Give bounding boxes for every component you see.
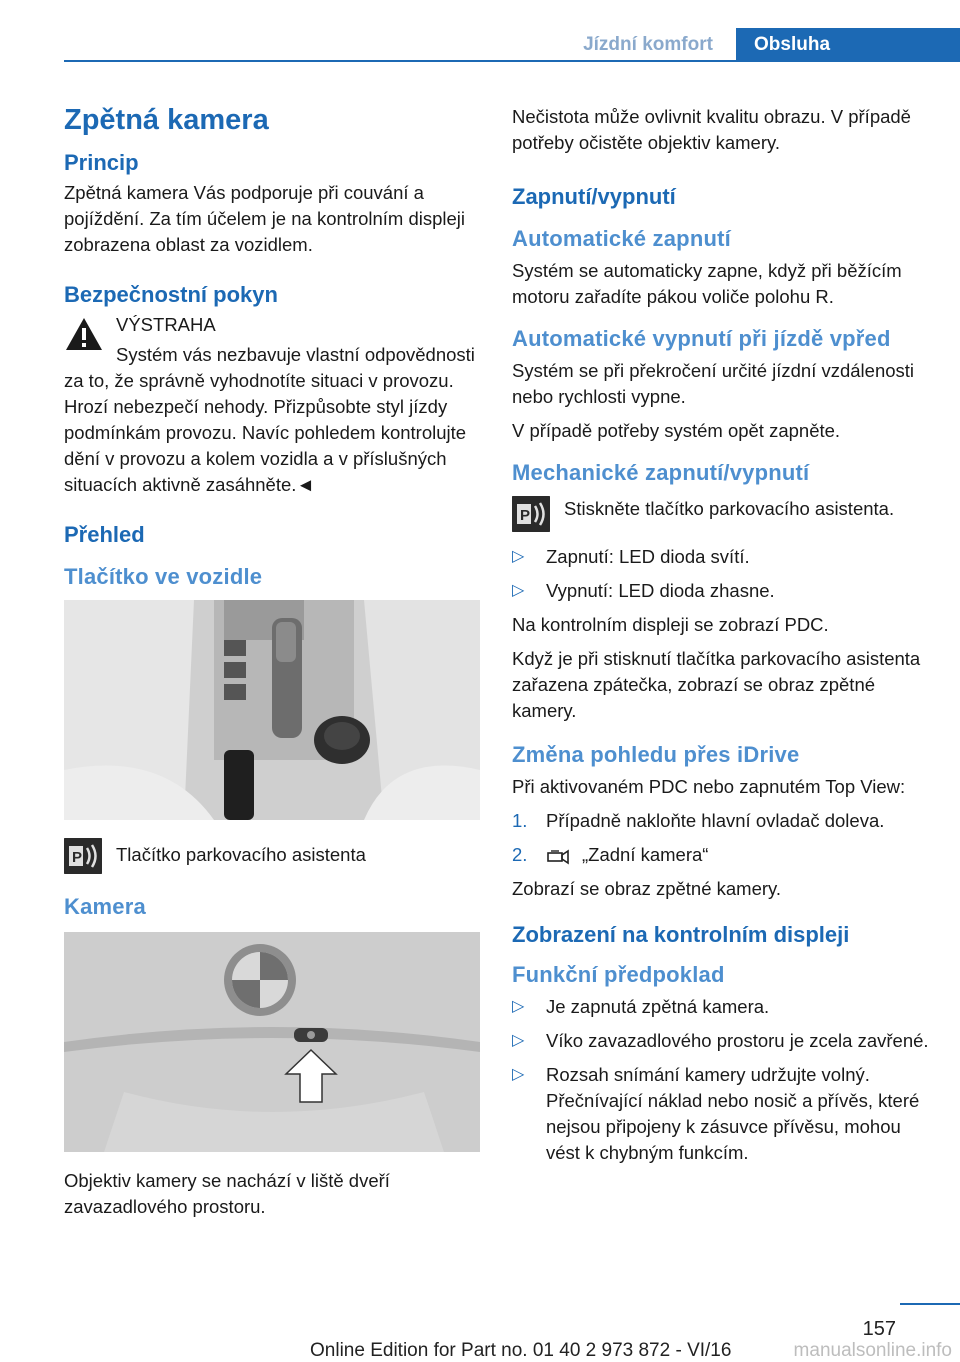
list-item: ▷ Vypnutí: LED dioda zhasne. <box>512 578 932 604</box>
edition-text: Online Edition for Part no. 01 40 2 973 872 - VI/16 <box>310 1340 732 1361</box>
auto-on-heading: Automatické zapnutí <box>512 226 731 251</box>
manual-heading: Mechanické zapnutí/vypnutí <box>512 460 810 485</box>
manual-text: Stiskněte tlačítko parkovacího asistenta. <box>564 498 895 519</box>
header-section-tab: Jízdní komfort <box>583 34 713 55</box>
reverse-text: Když je při stisknutí tlačítka parkovacího asistenta zařazena zpátečka, zobrazí se obraz zpětné kamery. <box>512 648 921 721</box>
svg-text:P: P <box>72 849 83 866</box>
button-heading: Tlačítko ve vozidle <box>64 564 263 589</box>
vehicle-console-image <box>64 600 480 820</box>
camera-heading: Kamera <box>64 894 146 919</box>
triangle-bullet-icon: ▷ <box>512 548 525 565</box>
precondition-list <box>512 994 932 1166</box>
list-item: ▷ Zapnutí: LED dioda svítí. <box>512 544 932 570</box>
warning-triangle-icon <box>64 316 104 352</box>
safety-heading: Bezpečnostní pokyn <box>64 282 278 307</box>
watermark: manualsonline.info <box>793 1340 952 1361</box>
display-heading: Zobrazení na kontrolním displeji <box>512 922 850 947</box>
header-chapter-tab: Obsluha <box>736 28 960 61</box>
triangle-bullet-icon: ▷ <box>512 1032 525 1049</box>
triangle-bullet-icon: ▷ <box>512 582 525 599</box>
trunk-illustration <box>64 932 480 1152</box>
overview-heading: Přehled <box>64 522 145 547</box>
right-column <box>512 96 932 1174</box>
footer-rule <box>900 1303 960 1305</box>
idrive-steps <box>512 808 932 868</box>
warning-label: VÝSTRAHA <box>116 314 216 335</box>
svg-text:P: P <box>520 507 531 524</box>
camera-location-image <box>64 932 480 1152</box>
camera-text: Objektiv kamery se nachází v liště dveří zavazadlového prostoru. <box>64 1170 390 1217</box>
result-text: Zobrazí se obraz zpětné kamery. <box>512 878 782 899</box>
park-assist-button-icon <box>64 838 102 874</box>
triangle-bullet-icon: ▷ <box>512 1066 525 1083</box>
princip-text: Zpětná kamera Vás podporuje při couvání a pojíždění. Za tím účelem je na kontrolním displeji zobrazena oblast za vozidlem. <box>64 182 466 255</box>
warning-text: Systém vás nezbavuje vlastní odpovědnosti za to, že správně vyhodnotíte situaci v provozu. Hrozí nebezpečí nehody. Přizpůsobte styl jízdy podmínkám provozu. Navíc pohledem kontrolujte dění v provozu a kolem vozidla a v příslušných situacích aktivně zasáhněte.◄ <box>64 344 475 495</box>
button-caption-row <box>64 836 480 876</box>
rear-camera-icon <box>546 843 572 865</box>
pdc-text: Na kontrolním displeji se zobrazí PDC. <box>512 614 829 635</box>
list-item: ▷ Rozsah snímání kamery udržujte volný. Přečnívající náklad nebo nosič a přívěs, které nejsou připojeny k zásuvce přívěsu, mohou vést k chybným funkcím. <box>512 1064 920 1163</box>
console-illustration <box>64 600 480 820</box>
page-number: 157 <box>862 1318 896 1340</box>
precondition-heading: Funkční předpoklad <box>512 962 725 987</box>
step-number: 2. <box>512 844 528 865</box>
dirt-text: Nečistota může ovlivnit kvalitu obrazu. V případě potřeby očistěte objektiv kamery. <box>512 106 911 153</box>
list-item: 2. „Zadní kamera“ <box>512 842 932 868</box>
manual-list <box>512 544 932 604</box>
manual-row <box>512 494 932 534</box>
left-column <box>64 96 480 1228</box>
auto-off-heading: Automatické vypnutí při jízdě vpřed <box>512 326 891 351</box>
button-caption: Tlačítko parkovacího asistenta <box>116 844 366 865</box>
list-item: ▷ Je zapnutá zpětná kamera. <box>512 994 932 1020</box>
park-assist-button-icon <box>512 496 550 532</box>
header-rule <box>64 60 960 62</box>
list-item: ▷ Víko zavazadlového prostoru je zcela zavřené. <box>512 1028 932 1054</box>
triangle-bullet-icon: ▷ <box>512 998 525 1015</box>
auto-off-text: Systém se při překročení určité jízdní vzdálenosti nebo rychlosti vypne. <box>512 360 915 407</box>
onoff-heading: Zapnutí/vypnutí <box>512 184 676 209</box>
auto-off-text2: V případě potřeby systém opět zapněte. <box>512 420 841 441</box>
idrive-text: Při aktivovaném PDC nebo zapnutém Top View: <box>512 776 906 797</box>
idrive-heading: Změna pohledu přes iDrive <box>512 742 800 767</box>
page-title: Zpětná kamera <box>64 104 269 136</box>
princip-heading: Princip <box>64 150 139 175</box>
step-number: 1. <box>512 810 528 831</box>
list-item: 1. Případně nakloňte hlavní ovladač doleva. <box>512 808 932 834</box>
auto-on-text: Systém se automaticky zapne, když při běžícím motoru zařadíte pákou voliče polohu R. <box>512 260 902 307</box>
warning-block <box>64 312 480 498</box>
